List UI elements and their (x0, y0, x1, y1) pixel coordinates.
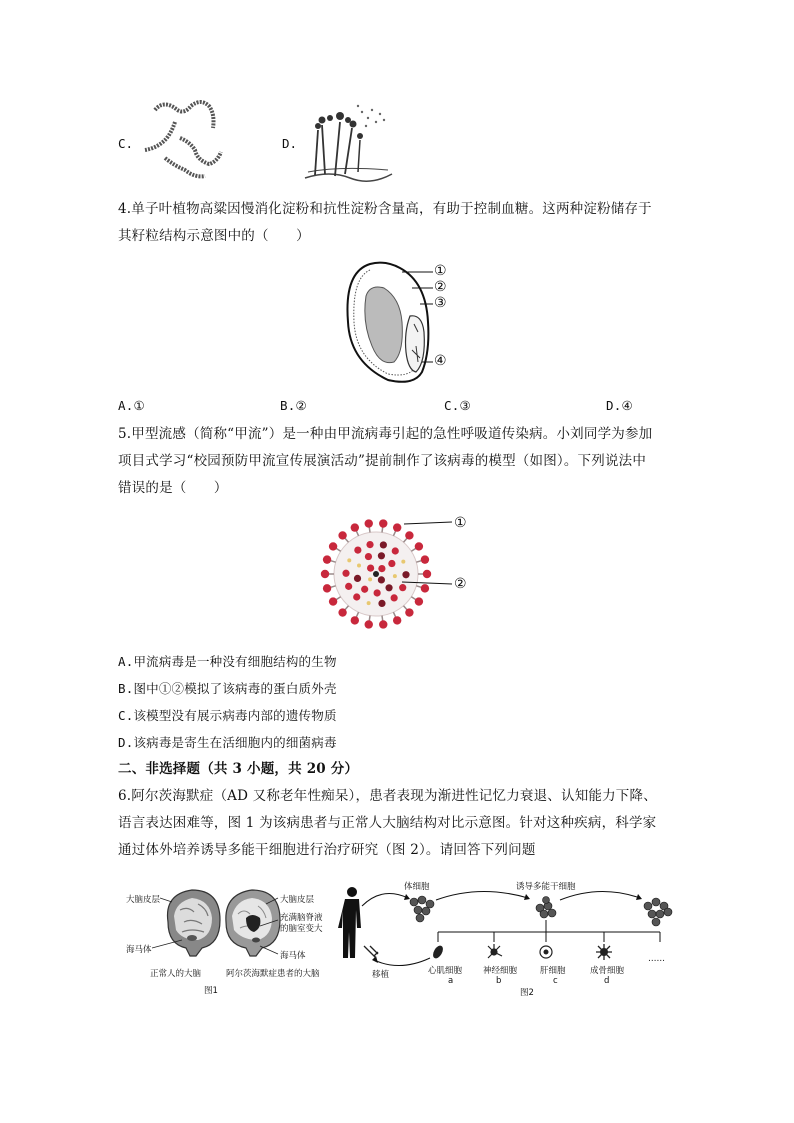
virus-protein (385, 584, 392, 591)
virus-protein (402, 571, 409, 578)
q6-stem-line2: 语言表达困难等，图 1 为该病患者与正常人大脑结构对比示意图。针对这种疾病，科学家 (118, 815, 657, 831)
virus-spike (379, 620, 387, 628)
virus-leader-1 (404, 522, 452, 524)
virus-protein (392, 547, 399, 554)
virus-label-2: ② (454, 576, 467, 592)
virus-dot (357, 563, 361, 567)
fig2-cell-c-name: 肝细胞 (540, 966, 566, 976)
seed-label-4: ④ (434, 353, 447, 369)
virus-protein (354, 575, 361, 582)
section-heading: 二、非选择题（共 3 小题，共 20 分） (118, 761, 359, 777)
q5-stem-line1: 5.甲型流感（简称“甲流”）是一种由甲流病毒引起的急性呼吸道传染病。小刘同学为参加 (118, 426, 653, 442)
q4-stem-line2: 其籽粒结构示意图中的（ ） (118, 228, 310, 244)
virus-spike (323, 584, 331, 592)
virus-spike (338, 608, 346, 616)
virus-protein (353, 593, 360, 600)
virus-spike (323, 555, 331, 563)
q5-stem-line2: 项目式学习“校园预防甲流宣传展演活动”提前制作了该病毒的模型（如图）。下列说法中 (118, 453, 647, 469)
fig1-normal-label: 正常人的大脑 (150, 969, 202, 979)
virus-protein (374, 589, 381, 596)
virus-dot (347, 558, 351, 562)
virus-protein (361, 586, 368, 593)
fig2-ellipsis: …… (648, 954, 665, 964)
virus-spike (329, 542, 337, 550)
virus-spike (393, 616, 401, 624)
virus-spike (421, 555, 429, 563)
fig1-hippo-left-label: 海马体 (126, 945, 152, 955)
seed-label-3: ③ (434, 295, 447, 311)
osteocyte-icon (596, 944, 612, 960)
virus-spike (393, 523, 401, 531)
virus-spike (415, 597, 423, 605)
q4-option-d: D.④ (606, 398, 633, 413)
virus-protein (380, 541, 387, 548)
option-d-label: D. (282, 136, 298, 151)
fig2-cell-a-name: 心肌细胞 (428, 966, 463, 976)
filamentous-bacteria-image (135, 98, 225, 183)
virus-protein (378, 600, 385, 607)
virus-spike (351, 523, 359, 531)
fig1-cortex-right-label: 大脑皮层 (280, 895, 315, 905)
q4-option-b: B.② (280, 398, 307, 413)
virus-label-1: ① (454, 515, 467, 531)
fig2-cell-d-letter: d (604, 976, 610, 986)
q5-option-b: B.图中①②模拟了该病毒的蛋白质外壳 (118, 681, 337, 696)
virus-protein (378, 576, 385, 583)
virus-spike (405, 608, 413, 616)
virus-protein (378, 565, 385, 572)
virus-spike (379, 519, 387, 527)
fig2-cell-b-name: 神经细胞 (483, 966, 518, 976)
option-c-label: C. (118, 136, 134, 151)
virus-protein (354, 547, 361, 554)
virus-protein (345, 583, 352, 590)
neuron-icon (488, 944, 502, 958)
fig1-caption: 图1 (204, 986, 218, 996)
q6-stem-line3: 通过体外培养诱导多能干细胞进行治疗研究（图 2）。请回答下列问题 (118, 842, 536, 858)
q5-option-c: C.该模型没有展示病毒内部的遗传物质 (118, 708, 337, 723)
virus-dot (393, 574, 397, 578)
virus-spike (351, 616, 359, 624)
virus-dot (368, 577, 372, 581)
fig1-hippo-right-label: 海马体 (280, 951, 306, 961)
fig2-transplant-label: 移植 (372, 970, 390, 980)
fig2-cell-d-name: 成骨细胞 (590, 966, 625, 976)
virus-core-dot (373, 571, 379, 577)
fig2-caption: 图2 (520, 988, 534, 998)
virus-spike (338, 531, 346, 539)
virus-protein (378, 552, 385, 559)
virus-spike (421, 584, 429, 592)
fig2-cell-c-letter: c (553, 976, 558, 986)
fig2-ipsc-label: 诱导多能干细胞 (516, 882, 576, 892)
virus-spike (415, 542, 423, 550)
virus-spike (321, 570, 329, 578)
virus-protein (367, 565, 374, 572)
virus-spike (423, 570, 431, 578)
fig2-somatic-label: 体细胞 (404, 882, 430, 892)
seed-label-1: ① (434, 263, 447, 279)
cardiomyocyte-icon (431, 944, 445, 960)
fig2-cell-a-letter: a (448, 976, 454, 986)
fig1-ventricle-label: 充满脑脊液 的脑室变大 (280, 913, 323, 934)
q5-option-a: A.甲流病毒是一种没有细胞结构的生物 (118, 654, 337, 669)
q5-stem-line3: 错误的是（ ） (118, 480, 228, 496)
q5-option-d: D.该病毒是寄生在活细胞内的细菌病毒 (118, 735, 337, 750)
virus-dot (401, 560, 405, 564)
mold-fungus-image (300, 100, 395, 185)
human-figure-icon (338, 887, 361, 958)
fig1-leader-lines (120, 890, 340, 960)
fig1-cortex-left-label: 大脑皮层 (126, 895, 161, 905)
virus-protein (342, 570, 349, 577)
seed-label-2: ② (434, 279, 447, 295)
virus-spike (405, 531, 413, 539)
virus-protein (391, 594, 398, 601)
virus-protein (366, 541, 373, 548)
fig2-cell-b-letter: b (496, 976, 502, 986)
q4-stem-line1: 4.单子叶植物高粱因慢消化淀粉和抗性淀粉含量高，有助于控制血糖。这两种淀粉储存于 (118, 201, 652, 217)
virus-protein (365, 553, 372, 560)
fig1-ad-label: 阿尔茨海默症患者的大脑 (226, 969, 320, 979)
virus-protein (399, 584, 406, 591)
q6-stem-line1: 6.阿尔茨海默症（AD 又称老年性痴呆），患者表现为渐进性记忆力衰退、认知能力下降、 (118, 788, 657, 804)
virus-spike (365, 519, 373, 527)
virus-spike (329, 597, 337, 605)
virus-spike (365, 620, 373, 628)
q4-option-c: C.③ (444, 398, 471, 413)
virus-dot (367, 601, 371, 605)
hepatocyte-icon (540, 946, 552, 958)
q4-option-a: A.① (118, 398, 145, 413)
virus-protein (388, 560, 395, 567)
